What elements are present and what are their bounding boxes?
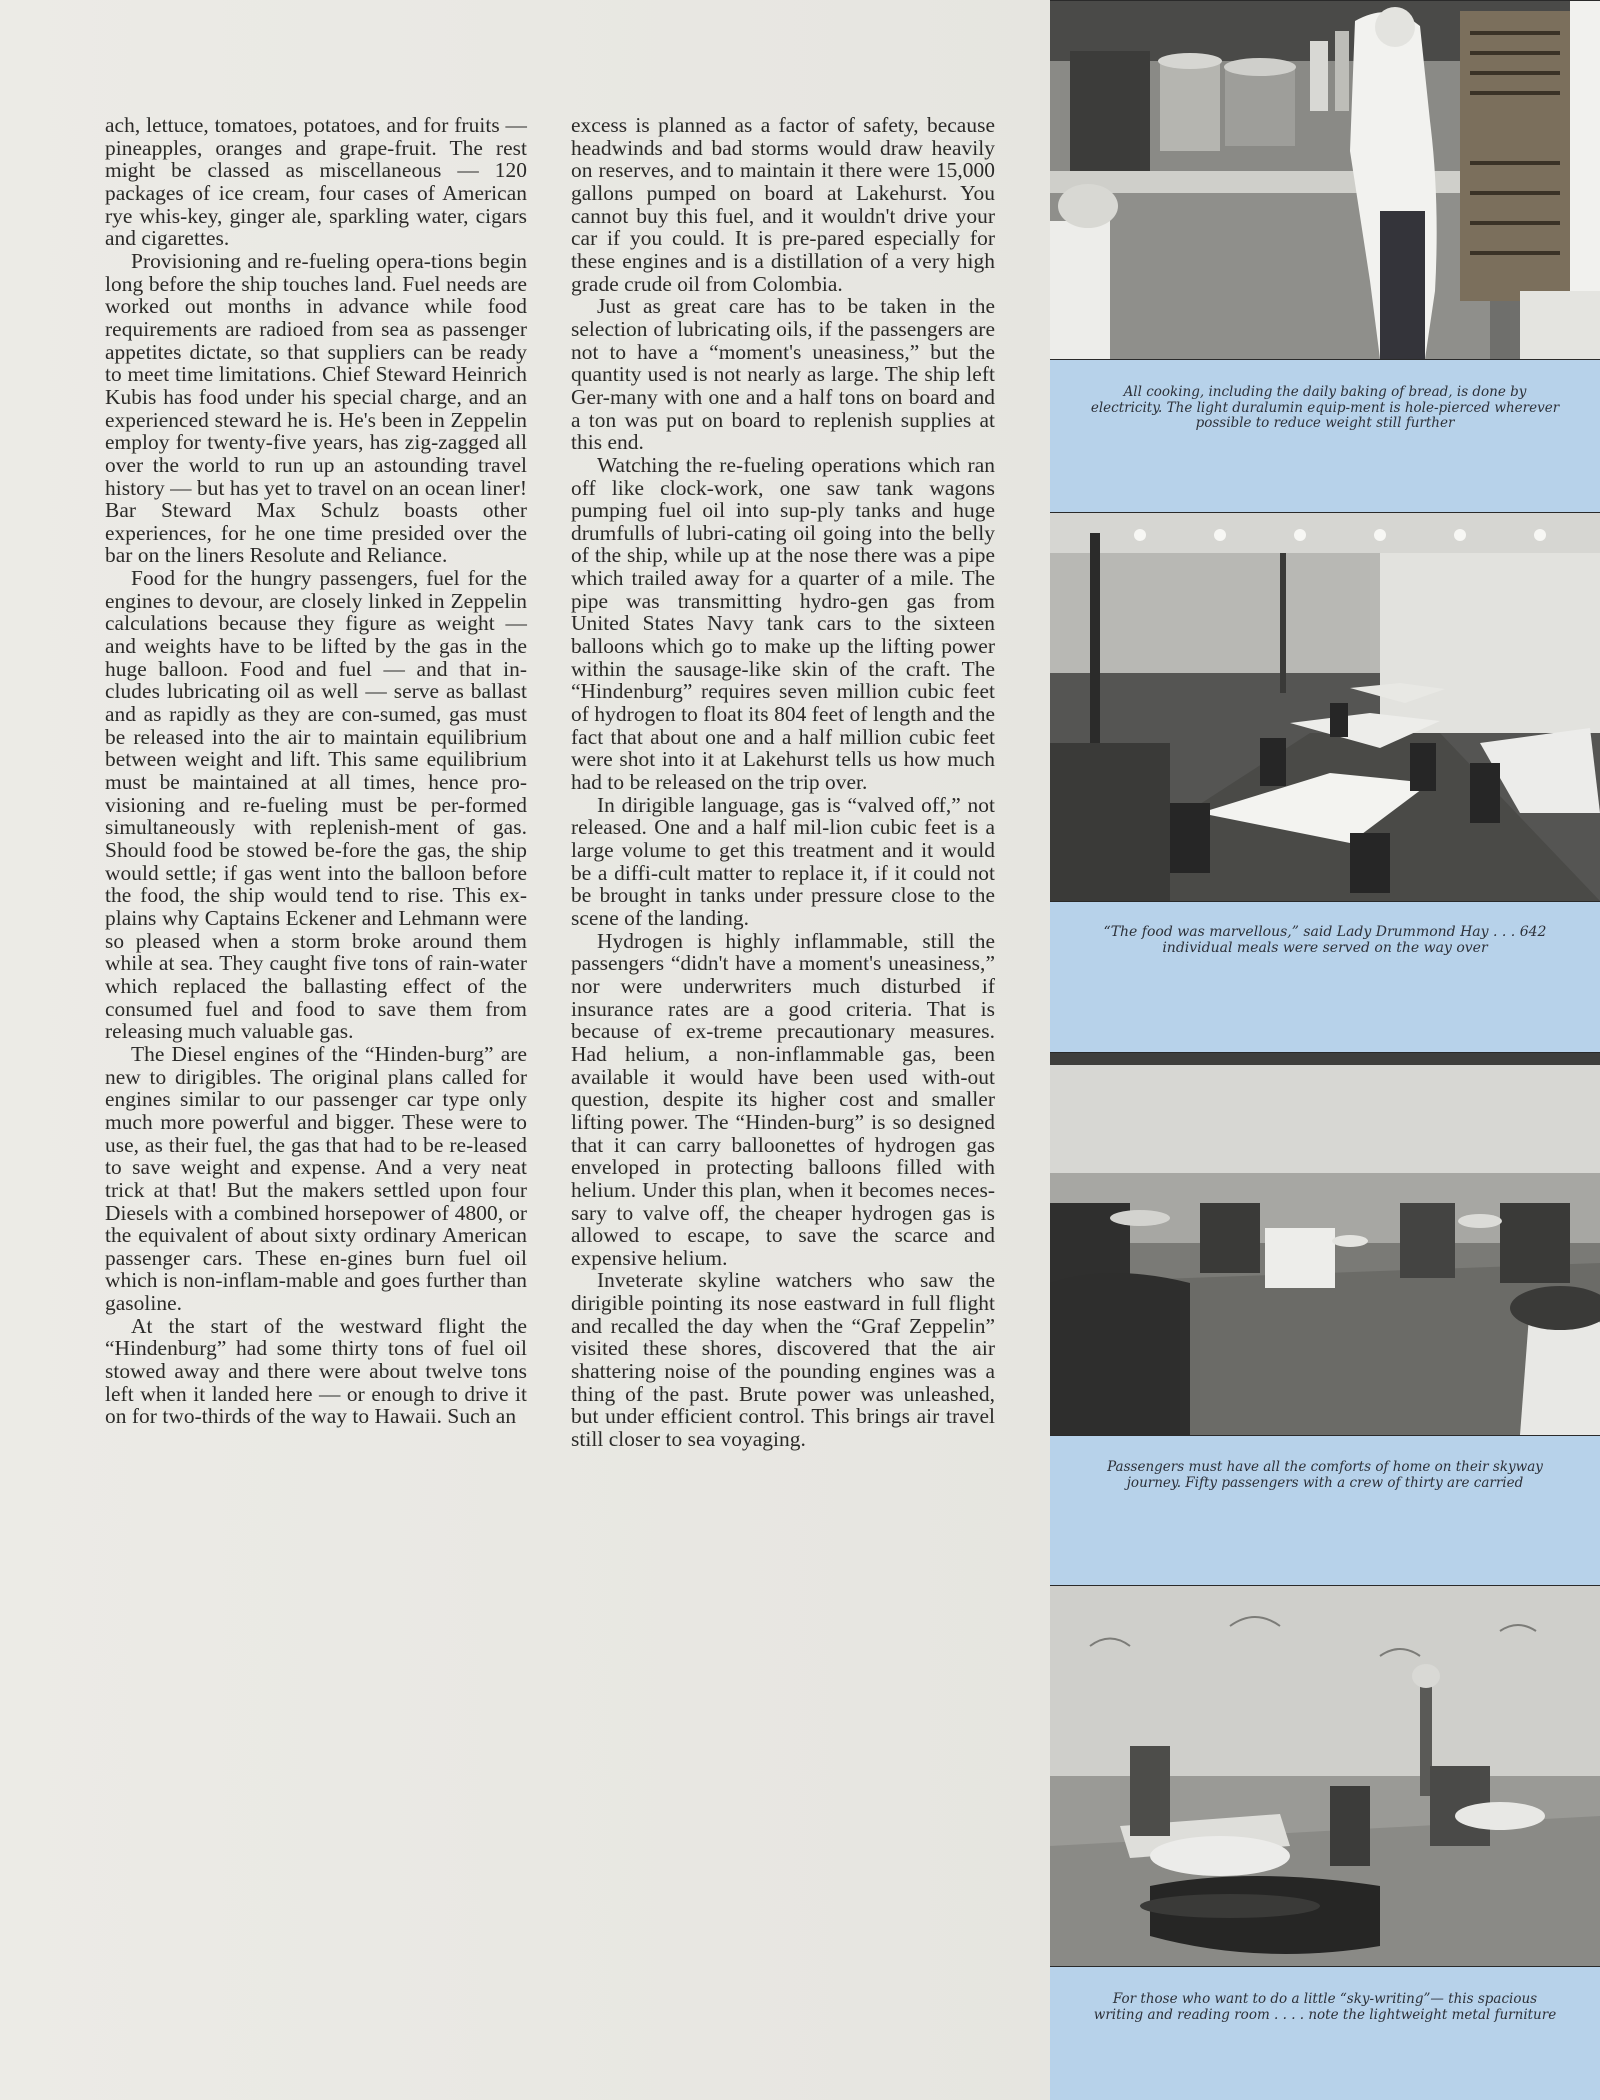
paragraph: Watching the re-fueling operations which ran off like clock-work, one saw tank wagons pumping fuel oil into sup-ply tanks and huge drumfulls of lubri-cating oil going into the belly of the ship, while up at the nose there was a pipe which trailed away for a quarter of a mile. The pipe was transmitting hydro-gen gas from United States Navy tank cars to the sixteen balloons which go to make up the lifting power within the sausage-like skin of the craft. The “Hindenburg” requires seven million cubic feet of hydrogen to float its 804 feet of length and the fact that about one and a half million cubic feet were shot into it at Lakehurst tells us how much had to be released on the trip over.: [571, 452, 995, 795]
paragraph: Provisioning and re-fueling opera-tions begin long before the ship touches land. Fuel needs are worked out months in advance while food requirements are radioed from sea as passenger appetites dictate, so that suppliers can be ready to meet time limitations. Chief Steward Heinrich Kubis has food under his special charge, and an experienced steward he is. He's been in Zeppelin employ for twenty-five years, has zig-zagged all over the world to run up an astounding travel history — but has yet to travel on an ocean liner! Bar Steward Max Schulz boasts other experiences, for he one time presided over the bar on the liners Resolute and Reliance.: [105, 248, 527, 568]
paragraph: ach, lettuce, tomatoes, potatoes, and for fruits — pineapples, oranges and grape-fruit. The rest might be classed as miscellaneous — 120 packages of ice cream, four cases of American rye whis-key, ginger ale, sparkling water, cigars and cigarettes.: [105, 113, 527, 251]
lounge-photo: [1050, 1052, 1600, 1436]
paragraph: Inveterate skyline watchers who saw the dirigible pointing its nose eastward in full flight and recalled the day when the “Graf Zeppelin” visited these shores, discovered that the air shattering noise of the pounding engines was a thing of the past. Brute power was unleashed, but under efficient control. This brings air travel still closer to sea voyaging.: [571, 1268, 995, 1452]
paragraph: Food for the hungry passengers, fuel for the engines to devour, are closely linked in Zeppelin calculations because they figure as weight — and weights have to be lifted by the gas in the huge balloon. Food and fuel — and that in-cludes lubricating oil as well — serve as ballast and as rapidly as they are con-sumed, gas must be released into the air to maintain equilibrium between weight and lift. This same equilibrium must be maintained at all times, hence pro-visioning and re-fueling must be per-formed simultaneously with replenish-ment of gas. Should food be stowed be-fore the gas, the ship would settle; if gas went into the balloon before the food, the ship would tend to rise. This ex-plains why Captains Eckener and Lehmann were so pleased when a storm broke around them while at sea. They caught five tons of rain-water which replaced the ballasting effect of the consumed fuel and food to save them from releasing much valuable gas.: [105, 566, 527, 1044]
paragraph: At the start of the westward flight the “Hindenburg” had some thirty tons of fuel oil stowed away and there were about twelve tons left when it landed here — or enough to drive it on for two-thirds of the way to Hawaii. Such an: [105, 1313, 527, 1429]
article-column-left: [105, 114, 527, 1428]
caption-writing-room: For those who want to do a little “sky-writing”— this spacious writing and reading room . . . . note the lightweight metal furniture: [1093, 1991, 1557, 2023]
paragraph: Just as great care has to be taken in the selection of lubricating oils, if the passengers are not to have a “moment's uneasiness,” but the quantity used is not nearly as large. The ship left Ger-many with one and a half tons on board and a ton was put on board to replenish supplies at this end.: [571, 294, 995, 455]
caption-dining: “The food was marvellous,” said Lady Drummond Hay . . . 642 individual meals were served on the way over: [1103, 924, 1547, 956]
paragraph: excess is planned as a factor of safety, because headwinds and bad storms would draw heavily on reserves, and to maintain it there were 15,000 gallons pumped on board at Lakehurst. You cannot buy this fuel, and it wouldn't drive your car if you could. It is pre-pared especially for these engines and is a distillation of a very high grade crude oil from Colombia.: [571, 113, 995, 296]
galley-photo: [1050, 0, 1600, 360]
writing-room-photo: [1050, 1585, 1600, 1967]
dining-room-photo: [1050, 512, 1600, 902]
paragraph: In dirigible language, gas is “valved off,” not released. One and a half mil-lion cubic feet is a large volume to get this treatment and it would be a diffi-cult matter to replace it, if it could not be brought in tanks under pressure close to the scene of the landing.: [571, 792, 995, 930]
paragraph: The Diesel engines of the “Hinden-burg” are new to dirigibles. The original plans called for engines similar to our passenger car type only much more powerful and bigger. These were to use, as their fuel, the gas that had to be re-leased to save weight and expense. And a very neat trick at that! But the makers settled upon four Diesels with a combined horsepower of 4800, or the equivalent of about sixty ordinary American passenger cars. These en-gines burn fuel oil which is non-inflam-mable and goes further than gasoline.: [105, 1041, 527, 1316]
article-column-middle: [571, 114, 995, 1451]
paragraph: Hydrogen is highly inflammable, still the passengers “didn't have a moment's uneasiness,” nor were underwriters much disturbed if insurance rates are a good criteria. That is because of ex-treme precautionary measures. Had helium, a non-inflammable gas, been available it would have been used with-out question, despite its higher cost and smaller lifting power. The “Hinden-burg” is so designed that it can carry balloonettes of hydrogen gas enveloped in protecting balloons filled with helium. Under this plan, when it becomes neces-sary to valve off, the cheaper hydrogen gas is allowed to escape, to save the scarce and expensive helium.: [571, 928, 995, 1270]
caption-lounge: Passengers must have all the comforts of home on their skyway journey. Fifty passengers with a crew of thirty are carried: [1107, 1459, 1543, 1491]
caption-galley: All cooking, including the daily baking of bread, is done by electricity. The light duralumin equip-ment is hole-pierced wherever possible to reduce weight still further: [1090, 384, 1560, 431]
photo-sidebar: [1050, 0, 1600, 2100]
